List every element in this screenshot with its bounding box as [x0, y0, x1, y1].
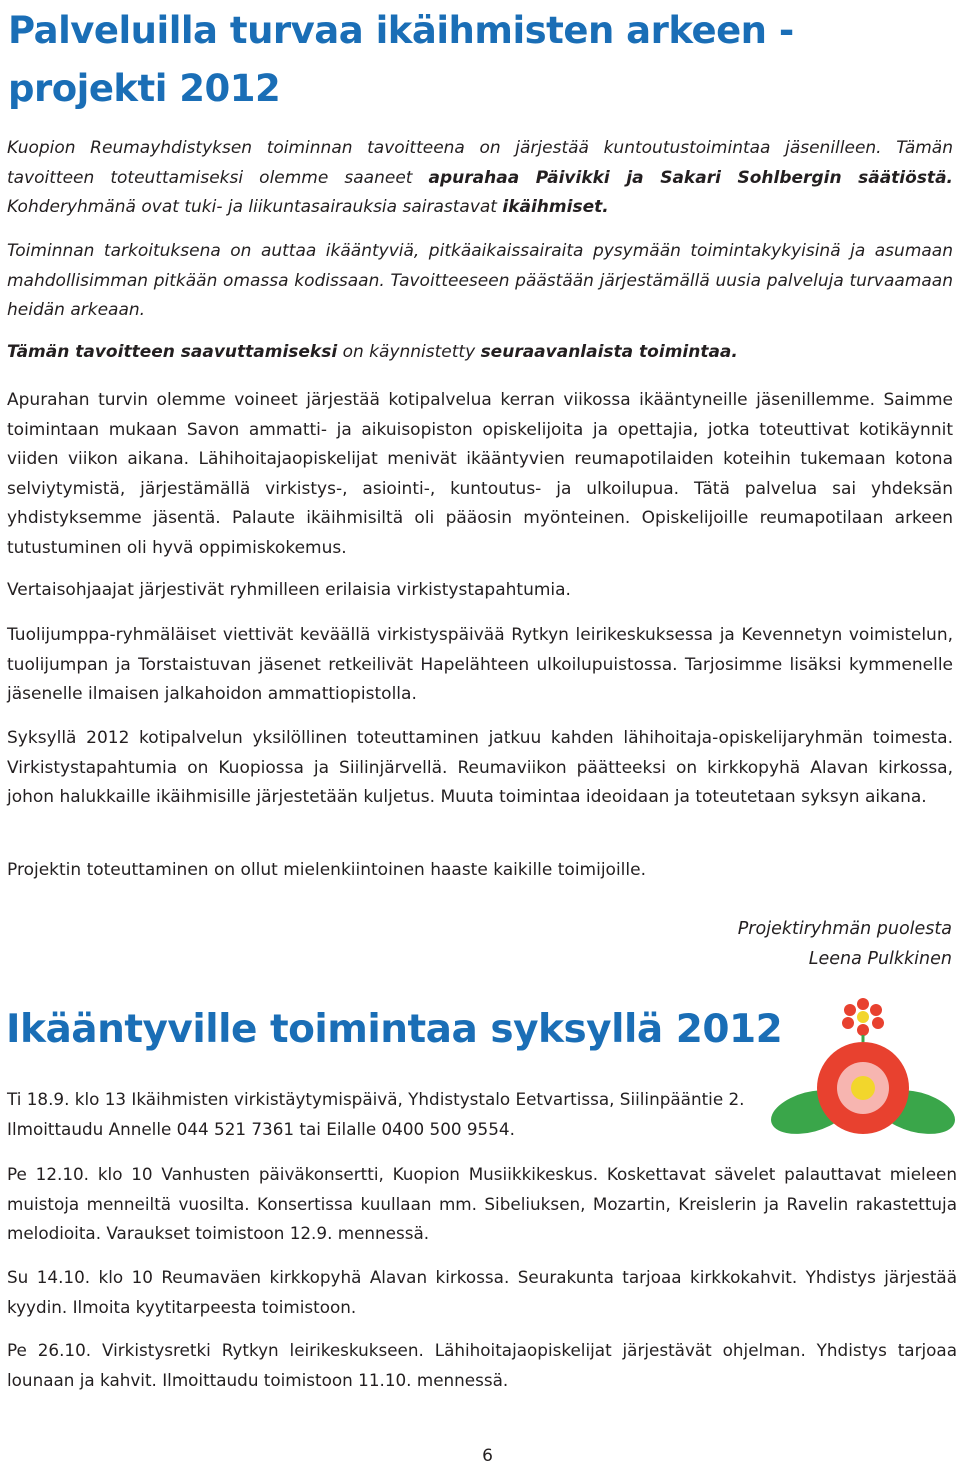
intro-paragraph — [7, 134, 953, 223]
goal-paragraph — [7, 338, 953, 368]
signature — [738, 914, 952, 974]
event-item-2: Pe 12.10. klo 10 Vanhusten päiväkonsertti, Kuopion Musiikkikeskus. Koskettavat sävelet palauttavat mieleen muistoja menneiltä vuosilta. Konsertissa kuullaan mm. Sibeliuksen, Mozartin, Kreislerin ja Ravelin rakastettuja melodioita. Varaukset toimistoon 12.9. mennessä. — [7, 1164, 957, 1243]
chair-gym-paragraph: Tuolijumppa-ryhmäläiset viettivät keväällä virkistyspäivää Rytkyn leirikeskuksessa ja Kevennetyn voimistelun, tuolijumpan ja Torstaistuvan jäsenet retkeilivät Hapelähteen ulkoilupuistossa. Tarjosimme lisäksi kymmenelle jäsenelle ilmaisen jalkahoidon ammattiopistolla. — [7, 625, 953, 704]
page-title: Palveluilla turvaa ikäihmisten arkeen -projekti 2012 — [8, 9, 794, 110]
intro-bold-grant: apurahaa Päivikki ja Sakari Sohlbergin säätiöstä. — [428, 167, 953, 188]
event-item-3: Su 14.10. klo 10 Reumaväen kirkkopyhä Alavan kirkossa. Seurakunta tarjoaa kirkkokahvit. Yhdistys järjestää kyydin. Ilmoita kyytitarpeesta toimistoon. — [7, 1267, 957, 1317]
page-number: 6 — [482, 1446, 493, 1466]
events-heading: Ikääntyville toimintaa syksyllä 2012 — [6, 1007, 783, 1052]
event-item-1: Ti 18.9. klo 13 Ikäihmisten virkistäytymispäivä, Yhdistystalo Eetvartissa, Siilinpääntie 2. Ilmoittaudu Annelle 044 521 7361 tai Eilalle 0400 500 9554. — [7, 1089, 745, 1139]
closing-paragraph: Projektin toteuttaminen on ollut mielenkiintoinen haaste kaikille toimijoille. — [7, 860, 646, 880]
autumn-paragraph: Syksyllä 2012 kotipalvelun yksilöllinen toteuttaminen jatkuu kahden lähihoitaja-opiskelijaryhmän toimesta. Virkistystapahtumia on Kuopiossa ja Siilinjärvellä. Reumaviikon päätteeksi on kirkkopyhä Alavan kirkossa, johon halukkaille ikäihmisille järjestetään kuljetus. Muuta toimintaa ideoidaan ja toteutetaan syksyn aikana. — [7, 728, 953, 807]
goal-bold-2: seuraavanlaista toimintaa. — [480, 342, 738, 362]
peer-paragraph: Vertaisohjaajat järjestivät ryhmilleen erilaisia virkistystapahtumia. — [7, 580, 571, 600]
purpose-paragraph: Toiminnan tarkoituksena on auttaa ikääntyviä, pitkäaikaissairaita pysymään toimintakykyisinä ja asumaan mahdollisimman pitkään omassa kodissaan. Tavoitteeseen päästään järjestämällä uusia palveluja turvaamaan heidän arkeaan. — [7, 241, 953, 320]
goal-text: on käynnistetty — [337, 342, 481, 362]
flower-icon — [770, 990, 956, 1140]
homecare-paragraph: Apurahan turvin olemme voineet järjestää kotipalvelua kerran viikossa ikääntyneille jäsenillemme. Saimme toimintaan mukaan Savon ammatti- ja aikuisopiston opiskelijoita ja opettajia, jotka toteuttivat kotikäynnit viiden viikon aikana. Lähihoitajaopiskelijat menivät ikääntyvien reumapotilaiden koteihin tukemaan kotona selviytymistä, järjestämällä virkistys-, asiointi-, kuntoutus- ja ulkoilupua. Tätä palvelua sai yhdeksän yhdistyksemme jäsentä. Palaute ikäihmisiltä oli pääosin myönteinen. Opiskelijoille reumapotilaan arkeen tutustuminen oli hyvä oppimiskokemus. — [7, 390, 953, 558]
event-item-4: Pe 26.10. Virkistysretki Rytkyn leirikeskukseen. Lähihoitajaopiskelijat järjestävät ohjelman. Yhdistys tarjoaa lounaan ja kahvit. Ilmoittaudu toimistoon 11.10. mennessä. — [7, 1340, 957, 1390]
signature-name: Leena Pulkkinen — [808, 949, 952, 969]
intro-text: Kuopion Reumayhdistyksen toiminnan tavoitteena on järjestää kuntoutustoimintaa jäsenilleen. Tämän tavoitteen toteuttamiseksi olemme saaneet — [7, 138, 953, 188]
signature-role: Projektiryhmän puolesta — [737, 919, 952, 939]
goal-bold-1: Tämän tavoitteen saavuttamiseksi — [7, 342, 338, 362]
intro-bold-target: ikäihmiset. — [502, 197, 609, 217]
intro-text-2: Kohderyhmänä ovat tuki- ja liikuntasairauksia sairastavat — [7, 197, 503, 217]
